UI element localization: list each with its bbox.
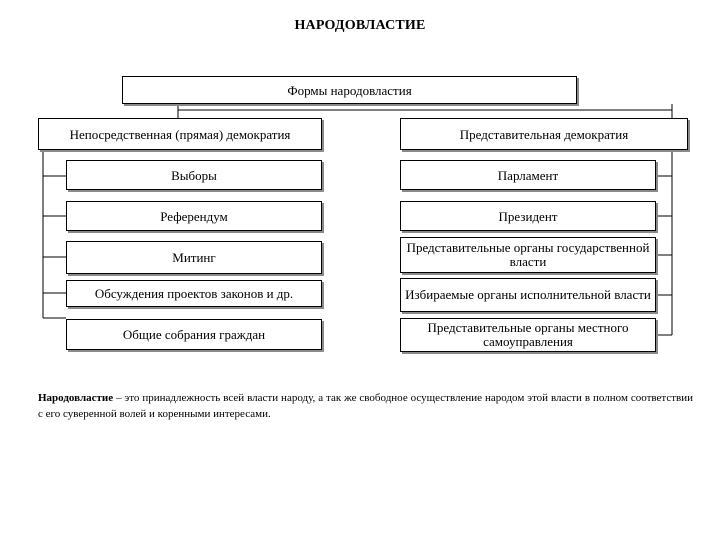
- left-item-label: Митинг: [172, 250, 216, 265]
- left-header-node: [38, 118, 322, 150]
- definition-text: [38, 390, 693, 422]
- left-item-node: [66, 319, 322, 350]
- connector-root-branches: [178, 104, 672, 118]
- left-item-label: Выборы: [171, 167, 217, 183]
- right-item-node: [400, 201, 656, 231]
- right-header-label: Представительная демократия: [459, 126, 629, 142]
- left-item-node: [66, 280, 322, 307]
- left-item-node: [66, 201, 322, 231]
- right-item-label: Представительные органы местного самоуправления: [427, 320, 629, 349]
- right-item-label: Парламент: [497, 167, 559, 183]
- left-item-label: Обсуждения проектов законов и др.: [94, 286, 294, 301]
- right-header-node: [400, 118, 688, 150]
- connector-left-items: [43, 176, 66, 318]
- right-item-label: Избираемые органы исполнительной власти: [405, 287, 651, 302]
- root-node-label: Формы народовластия: [287, 82, 412, 98]
- connector-right-items: [656, 176, 672, 335]
- definition-term: Народовластие: [38, 392, 114, 404]
- left-item-node: [66, 160, 322, 190]
- right-item-label: Президент: [498, 208, 558, 224]
- left-header-label: Непосредственная (прямая) демократия: [69, 126, 291, 142]
- right-item-node: [400, 318, 656, 352]
- page-title: НАРОДОВЛАСТИЕ: [294, 18, 426, 33]
- right-item-node: [400, 237, 656, 273]
- right-item-node: [400, 160, 656, 190]
- right-item-node: [400, 278, 656, 312]
- right-item-label: Представительные органы государственной власти: [406, 240, 650, 269]
- definition-body: – это принадлежность всей власти народу, а так же свободное осуществление народом этой власти в полном соответствии с его суверенной волей и коренными интересами.: [38, 392, 693, 420]
- root-node: [122, 76, 577, 104]
- left-item-label: Общие собрания граждан: [122, 327, 266, 342]
- left-item-node: [66, 241, 322, 274]
- left-item-label: Референдум: [160, 208, 228, 224]
